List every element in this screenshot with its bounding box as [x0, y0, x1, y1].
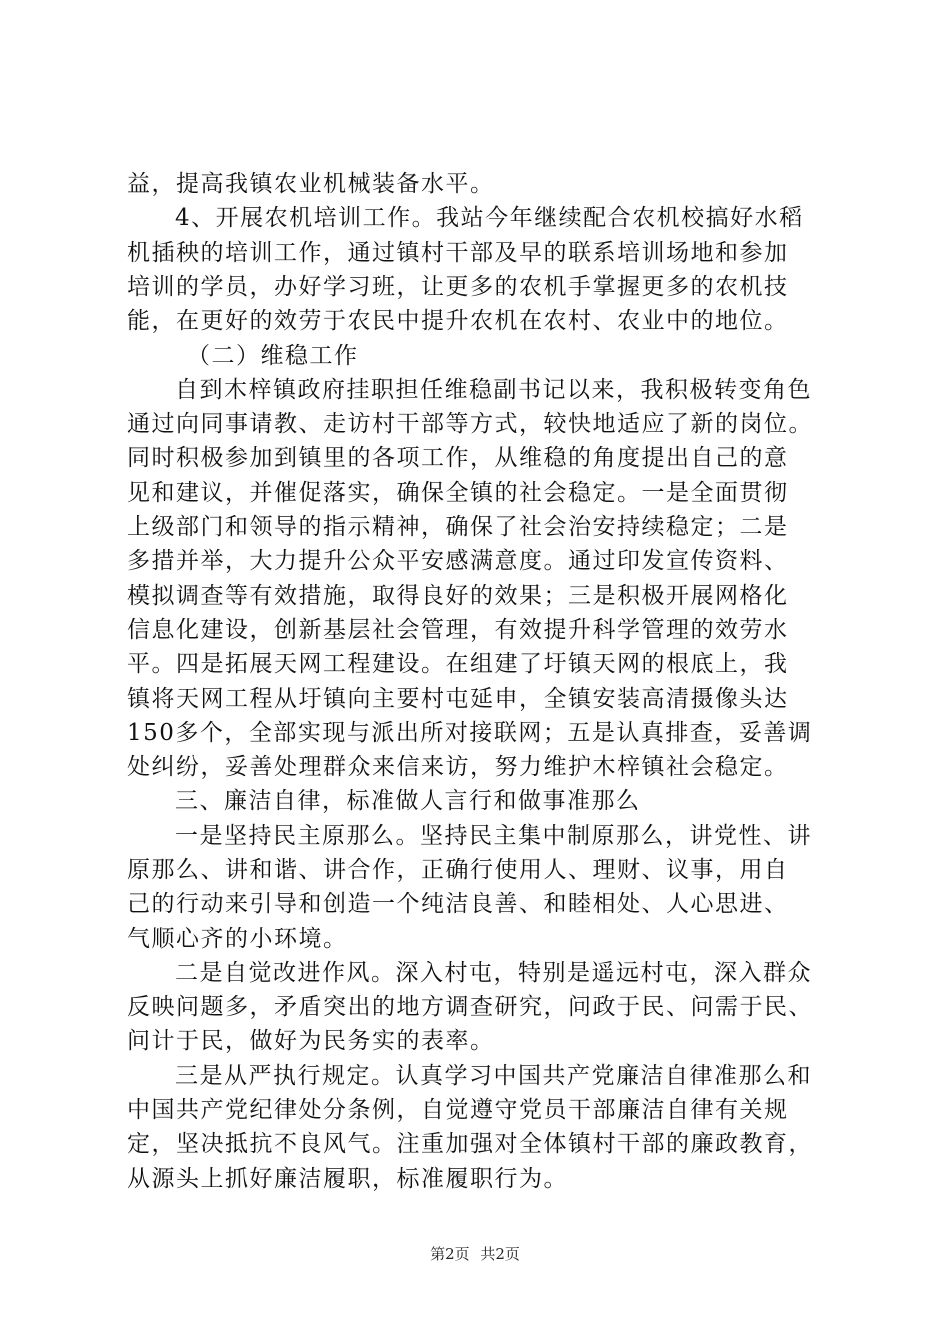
- text-line: 镇将天网工程从圩镇向主要村屯延申，全镇安装高清摄像头达: [127, 686, 789, 712]
- text-line: 平。四是拓展天网工程建设。在组建了圩镇天网的根底上，我: [127, 651, 789, 677]
- text-line: 中国共产党纪律处分条例，自觉遵守党员干部廉洁自律有关规: [127, 1097, 789, 1123]
- text-line: 4、开展农机培训工作。我站今年继续配合农机校搞好水稻: [175, 205, 804, 231]
- text-line: 从源头上抓好廉洁履职，标准履职行为。: [127, 1166, 568, 1192]
- text-line: 益，提高我镇农业机械装备水平。: [127, 171, 495, 197]
- text-line: 模拟调查等有效措施，取得良好的效果；三是积极开展网格化: [127, 583, 789, 609]
- text-line: 气顺心齐的小环境。: [127, 926, 348, 952]
- page-number: 第2页: [430, 1245, 470, 1263]
- text-line: 见和建议，并催促落实，确保全镇的社会稳定。一是全面贯彻: [127, 480, 789, 506]
- text-line: 一是坚持民主原那么。坚持民主集中制原那么，讲党性、讲: [175, 823, 812, 849]
- text-line: 三、廉洁自律，标准做人言行和做事准那么: [175, 788, 641, 814]
- text-line: 培训的学员，办好学习班，让更多的农机手掌握更多的农机技: [127, 274, 789, 300]
- page-footer: [0, 1243, 950, 1265]
- text-line: 能，在更好的效劳于农民中提升农机在农村、农业中的地位。: [127, 308, 789, 334]
- text-line: 问计于民，做好为民务实的表率。: [127, 1028, 495, 1054]
- text-line: 多措并举，大力提升公众平安感满意度。通过印发宣传资料、: [127, 548, 789, 574]
- text-line: 自到木梓镇政府挂职担任维稳副书记以来，我积极转变角色: [175, 377, 812, 403]
- text-line: 同时积极参加到镇里的各项工作，从维稳的角度提出自己的意: [127, 445, 789, 471]
- text-line: 通过向同事请教、走访村干部等方式，较快地适应了新的岗位。: [127, 411, 813, 437]
- text-line: 定，坚决抵抗不良风气。注重加强对全体镇村干部的廉政教育，: [127, 1131, 813, 1157]
- text-line: 二是自觉改进作风。深入村屯，特别是遥远村屯，深入群众: [175, 960, 812, 986]
- text-line: 上级部门和领导的指示精神，确保了社会治安持续稳定；二是: [127, 514, 789, 540]
- text-line: 处纠纷，妥善处理群众来信来访，努力维护木梓镇社会稳定。: [127, 754, 789, 780]
- text-line: 三是从严执行规定。认真学习中国共产党廉洁自律准那么和: [175, 1063, 812, 1089]
- text-line: 机插秧的培训工作，通过镇村干部及早的联系培训场地和参加: [127, 240, 789, 266]
- text-line: 反映问题多，矛盾突出的地方调查研究，问政于民、问需于民、: [127, 994, 813, 1020]
- text-line: （二）维稳工作: [187, 343, 359, 369]
- page-total: 共2页: [480, 1245, 520, 1263]
- text-line: 己的行动来引导和创造一个纯洁良善、和睦相处、人心思进、: [127, 891, 789, 917]
- text-line: 信息化建设，创新基层社会管理，有效提升科学管理的效劳水: [127, 617, 789, 643]
- text-line: 原那么、讲和谐、讲合作，正确行使用人、理财、议事，用自: [127, 857, 789, 883]
- text-line: 150多个，全部实现与派出所对接联网；五是认真排查，妥善调: [127, 720, 813, 746]
